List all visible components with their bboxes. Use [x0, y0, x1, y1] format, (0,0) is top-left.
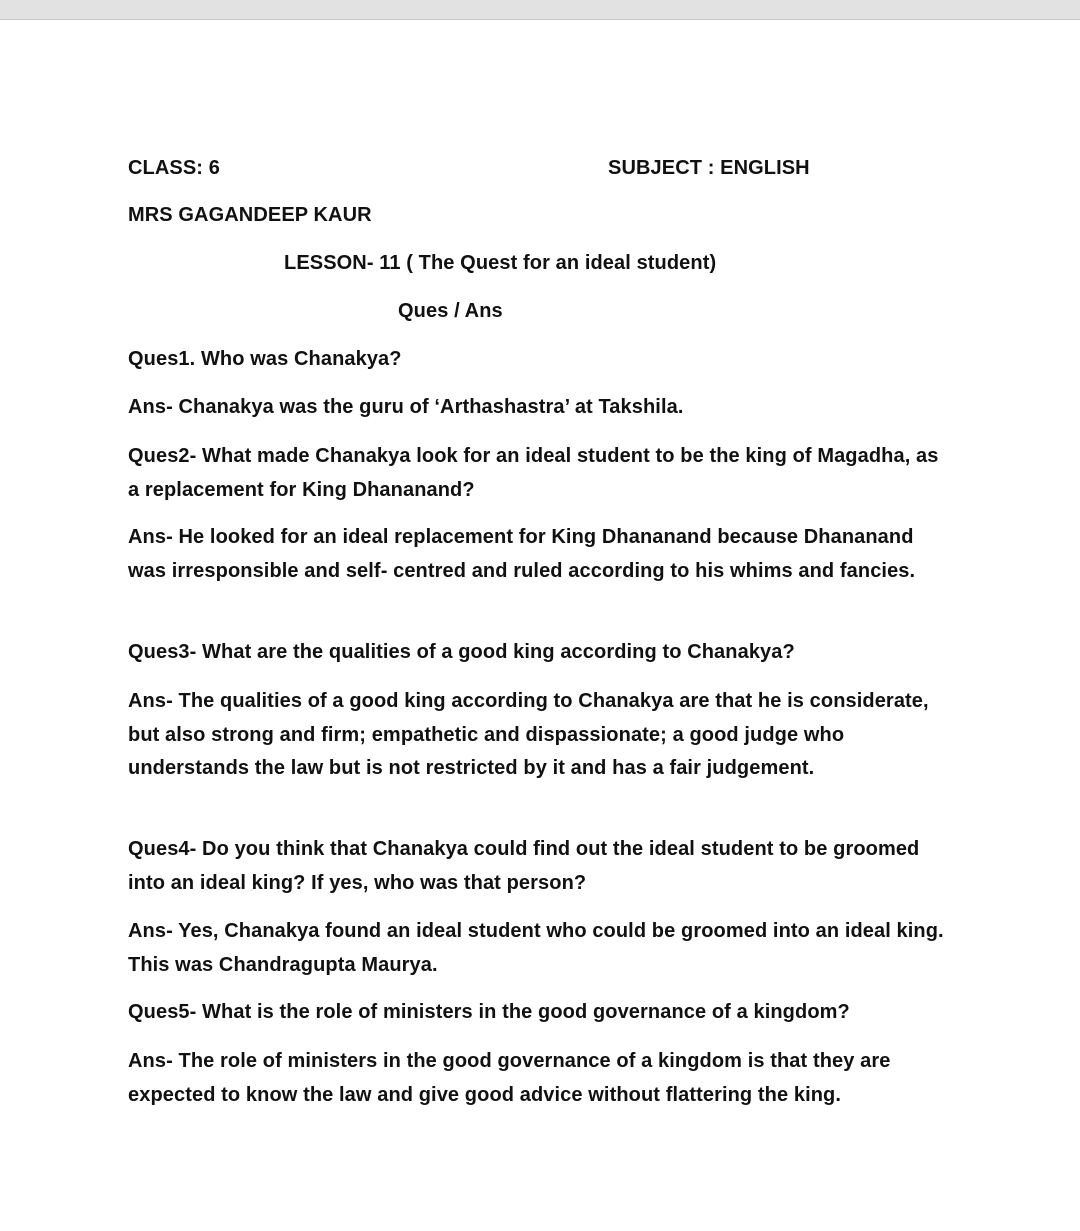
answer-5: Ans- The role of ministers in the good governance of a kingdom is that they are expected to know the law and give good advice without flattering the king. [128, 1050, 891, 1106]
document-page [0, 19, 1080, 1231]
lesson-title: LESSON- 11 ( The Quest for an ideal student) [284, 252, 717, 274]
question-4: Ques4- Do you think that Chanakya could find out the ideal student to be groomed into an ideal king? If yes, who was that person? [128, 838, 920, 894]
question-2: Ques2- What made Chanakya look for an ideal student to be the king of Magadha, as a replacement for King Dhananand? [128, 445, 939, 501]
question-3: Ques3- What are the qualities of a good king according to Chanakya? [128, 641, 795, 663]
answer-4: Ans- Yes, Chanakya found an ideal student who could be groomed into an ideal king. This was Chandragupta Maurya. [128, 920, 944, 976]
answer-2: Ans- He looked for an ideal replacement for King Dhananand because Dhananand was irresponsible and self- centred and ruled according to his whims and fancies. [128, 526, 916, 582]
answer-3: Ans- The qualities of a good king according to Chanakya are that he is considerate, but also strong and firm; empathetic and dispassionate; a good judge who understands the law but is not restricted by it and has a fair judgement. [128, 690, 929, 779]
question-5: Ques5- What is the role of ministers in the good governance of a kingdom? [128, 1001, 850, 1023]
teacher-name: MRS GAGANDEEP KAUR [128, 204, 372, 226]
question-1: Ques1. Who was Chanakya? [128, 348, 402, 370]
answer-1: Ans- Chanakya was the guru of ‘Arthashastra’ at Takshila. [128, 396, 684, 418]
section-title: Ques / Ans [398, 300, 503, 322]
subject-label: SUBJECT : ENGLISH [608, 157, 810, 179]
class-label: CLASS: 6 [128, 157, 220, 179]
viewer-top-band [0, 0, 1080, 19]
